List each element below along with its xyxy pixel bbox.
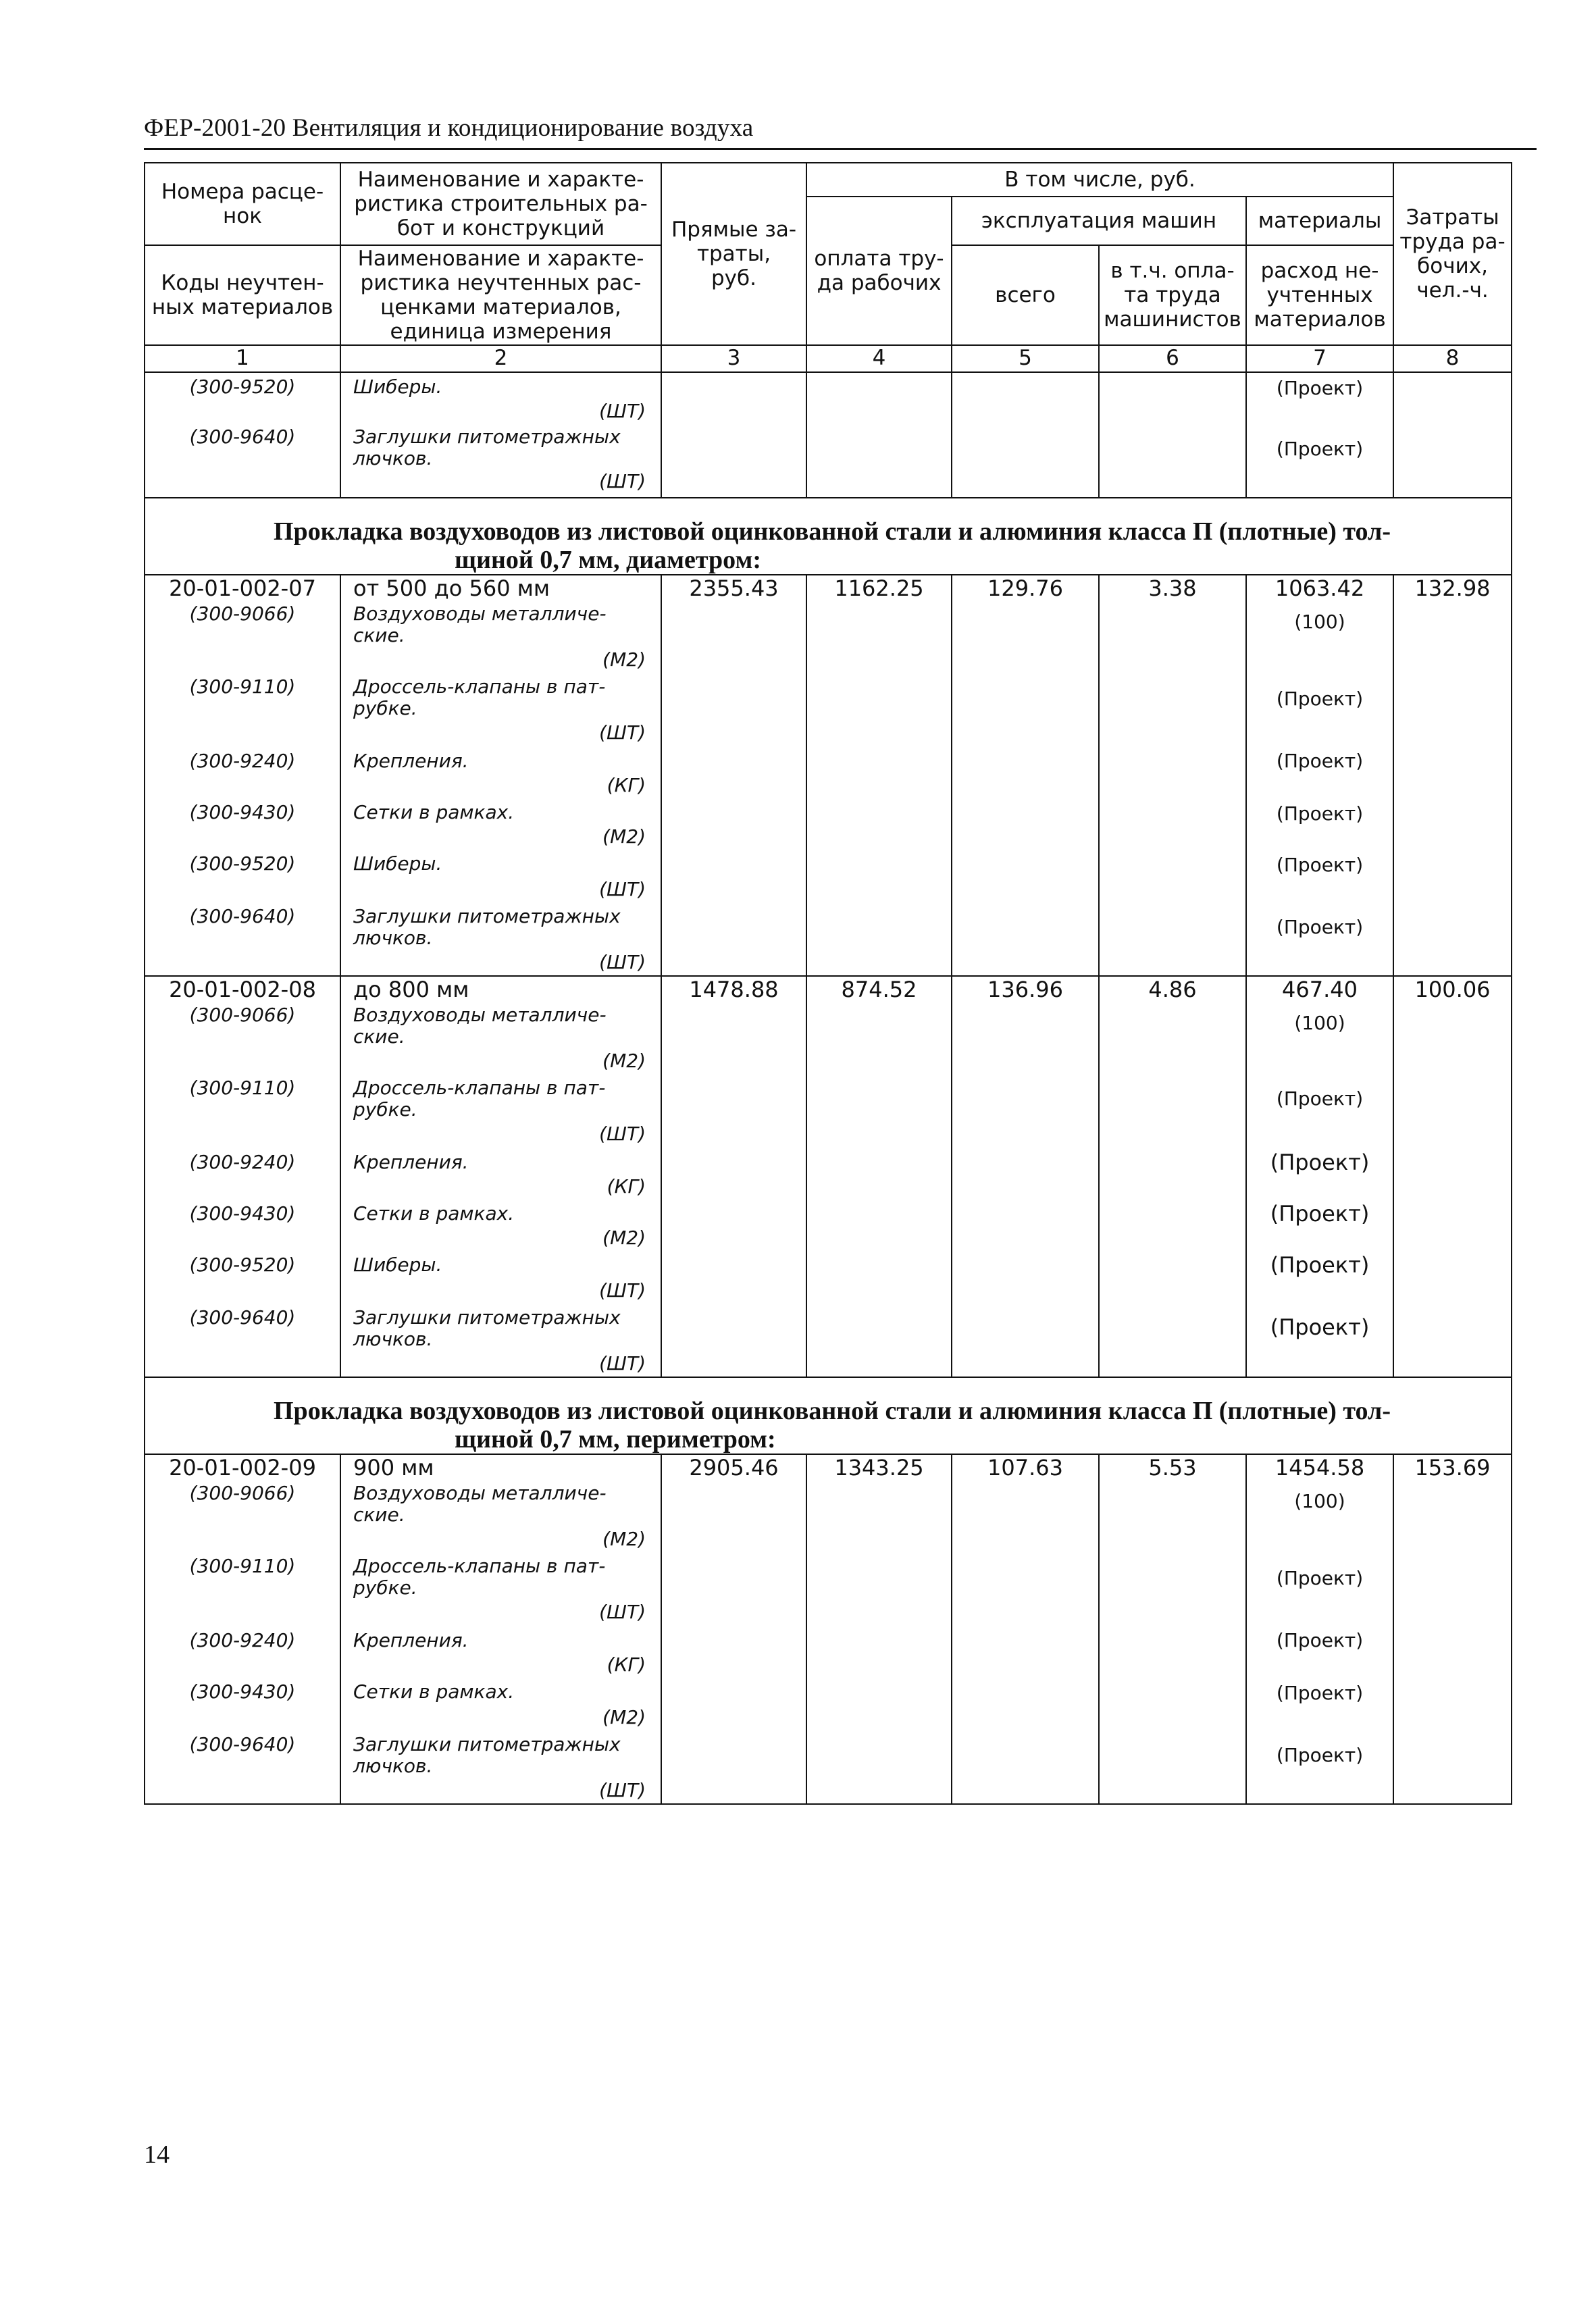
material-desc: Сетки в рамках. (353, 1680, 515, 1703)
column-number: 8 (1393, 345, 1512, 372)
material-usage: (Проект) (1276, 688, 1364, 710)
material-usage: (Проект) (1276, 750, 1364, 772)
column-number: 5 (952, 345, 1099, 372)
material-desc: Крепления. (353, 750, 469, 772)
material-unit: (ШТ) (599, 1601, 646, 1623)
material-unit: (ШТ) (599, 878, 646, 900)
column-number: 1 (145, 345, 340, 372)
material-unit: (М2) (602, 1528, 646, 1550)
section-title-line: щиной 0,7 мм, диаметром: (455, 546, 761, 574)
section-title-line: Прокладка воздуховодов из листовой оцинкованной стали и алюминия класса П (плотные) тол- (274, 517, 1391, 546)
material-code: (300-9430) (189, 801, 296, 823)
material-desc: Шиберы. (353, 1254, 442, 1276)
material-desc: Шиберы. (353, 376, 442, 398)
material-desc: Воздуховоды металличе- (353, 1482, 607, 1504)
header-direct-costs: Прямые за- траты, руб. (661, 163, 806, 345)
section-title-line: щиной 0,7 мм, периметром: (455, 1425, 776, 1454)
material-code: (300-9240) (189, 750, 296, 772)
material-desc: Заглушки питометражных (353, 1733, 621, 1755)
material-desc: лючков. (353, 1755, 433, 1777)
material-desc: Заглушки питометражных (353, 1306, 621, 1329)
direct-costs: 2905.46 (689, 1455, 779, 1481)
column-number: 7 (1246, 345, 1393, 372)
material-desc: Крепления. (353, 1151, 469, 1173)
material-desc: Шиберы. (353, 852, 442, 875)
material-unit: (ШТ) (599, 1779, 646, 1801)
machines-total: 136.96 (987, 977, 1063, 1002)
rate-code: 20-01-002-08 (169, 977, 316, 1002)
material-usage: (Проект) (1276, 1629, 1364, 1651)
material-unit: (ШТ) (599, 1123, 646, 1145)
material-usage: (Проект) (1270, 1314, 1370, 1340)
labor-hours: 132.98 (1414, 575, 1491, 601)
material-desc: Дроссель-клапаны в пат- (353, 1555, 606, 1577)
materials-cost: 467.40 (1282, 977, 1358, 1002)
column-number: 3 (661, 345, 806, 372)
material-usage: (Проект) (1276, 1682, 1364, 1704)
rate-code: 20-01-002-09 (169, 1455, 316, 1481)
material-desc: лючков. (353, 927, 433, 949)
material-desc: Воздуховоды металличе- (353, 1004, 607, 1026)
material-unit: (КГ) (607, 1175, 646, 1198)
column-number: 4 (806, 345, 952, 372)
rate-code: 20-01-002-07 (169, 575, 316, 601)
material-desc: Заглушки питометражных (353, 905, 621, 927)
material-desc: Крепления. (353, 1629, 469, 1651)
material-usage: (Проект) (1270, 1252, 1370, 1278)
machines-total: 129.76 (987, 575, 1063, 601)
material-usage: (Проект) (1276, 1567, 1364, 1589)
header-worker-pay: оплата тру- да рабочих (806, 197, 952, 345)
header-machinist-pay: в т.ч. опла- та труда машинистов (1099, 245, 1246, 345)
material-code: (300-9520) (189, 852, 296, 875)
material-unit: (М2) (602, 825, 646, 848)
material-code: (300-9110) (189, 1077, 296, 1099)
material-code: (300-9640) (189, 426, 296, 448)
material-usage: (Проект) (1276, 1744, 1364, 1766)
material-code: (300-9110) (189, 1555, 296, 1577)
machinist-pay: 3.38 (1148, 575, 1197, 601)
machinist-pay: 5.53 (1148, 1455, 1197, 1481)
header-work-name: Наименование и характе- ристика строительных ра- бот и конструкций (340, 163, 661, 245)
material-code: (300-9430) (189, 1202, 296, 1225)
rate-row (145, 575, 1512, 976)
material-unit: (КГ) (607, 1653, 646, 1676)
material-code: (300-9520) (189, 376, 296, 398)
labor-hours: 100.06 (1414, 977, 1491, 1002)
material-usage: (100) (1294, 1490, 1345, 1512)
worker-pay: 1343.25 (834, 1455, 924, 1481)
machinist-pay: 4.86 (1148, 977, 1197, 1002)
material-desc: рубке. (353, 1098, 417, 1121)
material-usage: (100) (1294, 1012, 1345, 1034)
material-usage: (100) (1294, 611, 1345, 633)
material-unit: (М2) (602, 1706, 646, 1728)
header-rule (144, 148, 1537, 150)
direct-costs: 2355.43 (689, 575, 779, 601)
material-usage: (Проект) (1276, 802, 1364, 825)
material-unit: (ШТ) (599, 400, 646, 422)
material-unit: (ШТ) (599, 951, 646, 973)
material-code: (300-9240) (189, 1629, 296, 1651)
section-title-row (145, 498, 1512, 575)
header-materials-usage: расход не- учтенных материалов (1246, 245, 1393, 345)
header-machines-total: всего (952, 245, 1099, 345)
section-title-line: Прокладка воздуховодов из листовой оцинкованной стали и алюминия класса П (плотные) тол- (274, 1397, 1391, 1425)
material-usage: (Проект) (1276, 854, 1364, 876)
material-desc: Сетки в рамках. (353, 1202, 515, 1225)
continuation-block (145, 372, 1512, 498)
material-code: (300-9240) (189, 1151, 296, 1173)
material-desc: Воздуховоды металличе- (353, 602, 607, 625)
worker-pay: 1162.25 (834, 575, 924, 601)
material-desc: рубке. (353, 697, 417, 719)
rate-row (145, 1454, 1512, 1804)
material-code: (300-9640) (189, 905, 296, 927)
material-usage: (Проект) (1276, 1087, 1364, 1110)
materials-cost: 1063.42 (1275, 575, 1365, 601)
rate-row (145, 976, 1512, 1377)
header-labor-hours: Затраты труда ра- бочих, чел.-ч. (1393, 163, 1512, 345)
direct-costs: 1478.88 (689, 977, 779, 1002)
material-unit: (ШТ) (599, 721, 646, 744)
labor-hours: 153.69 (1414, 1455, 1491, 1481)
rate-name: до 800 мм (353, 977, 469, 1002)
material-code: (300-9110) (189, 675, 296, 698)
header-unaccounted-name: Наименование и характе- ристика неучтенных рас- ценками материалов, единица измерения (340, 245, 661, 345)
material-desc: ские. (353, 624, 405, 646)
material-code: (300-9640) (189, 1733, 296, 1755)
header-machine-operation: эксплуатация машин (952, 197, 1246, 245)
material-unit: (ШТ) (599, 470, 646, 492)
material-unit: (М2) (602, 1227, 646, 1249)
rate-name: от 500 до 560 мм (353, 575, 550, 601)
material-unit: (М2) (602, 1050, 646, 1072)
column-number: 6 (1099, 345, 1246, 372)
material-desc: Дроссель-клапаны в пат- (353, 1077, 606, 1099)
rates-table (144, 162, 1512, 1805)
material-desc: ские. (353, 1025, 405, 1048)
material-code: (300-9430) (189, 1680, 296, 1703)
material-desc: ские. (353, 1503, 405, 1526)
material-usage: (Проект) (1276, 916, 1364, 938)
header-rate-numbers: Номера расце- нок (145, 163, 340, 245)
material-desc: Заглушки питометражных (353, 426, 621, 448)
material-unit: (М2) (602, 648, 646, 671)
page-number: 14 (144, 2140, 170, 2169)
column-numbers-row (145, 345, 1512, 372)
material-unit: (ШТ) (599, 1279, 646, 1302)
page-header-title: ФЕР-2001-20 Вентиляция и кондиционирование воздуха (144, 114, 754, 142)
rate-name: 900 мм (353, 1455, 434, 1481)
material-desc: рубке. (353, 1576, 417, 1599)
machines-total: 107.63 (987, 1455, 1063, 1481)
header-unaccounted-codes: Коды неучтен- ных материалов (145, 245, 340, 345)
material-unit: (ШТ) (599, 1352, 646, 1374)
material-code: (300-9066) (189, 602, 296, 625)
section-title-row (145, 1377, 1512, 1454)
material-code: (300-9066) (189, 1004, 296, 1026)
material-code: (300-9066) (189, 1482, 296, 1504)
material-code: (300-9640) (189, 1306, 296, 1329)
materials-cost: 1454.58 (1275, 1455, 1365, 1481)
worker-pay: 874.52 (841, 977, 917, 1002)
material-usage: (Проект) (1270, 1201, 1370, 1227)
material-usage: (Проект) (1276, 377, 1364, 399)
material-code: (300-9520) (189, 1254, 296, 1276)
material-desc: Сетки в рамках. (353, 801, 515, 823)
material-usage: (Проект) (1276, 438, 1364, 460)
header-materials: материалы (1246, 197, 1393, 245)
material-unit: (КГ) (607, 774, 646, 796)
material-usage: (Проект) (1270, 1150, 1370, 1175)
header-group-including: В том числе, руб. (806, 163, 1393, 197)
column-number: 2 (340, 345, 661, 372)
material-desc: Дроссель-клапаны в пат- (353, 675, 606, 698)
material-desc: лючков. (353, 447, 433, 469)
material-desc: лючков. (353, 1328, 433, 1350)
